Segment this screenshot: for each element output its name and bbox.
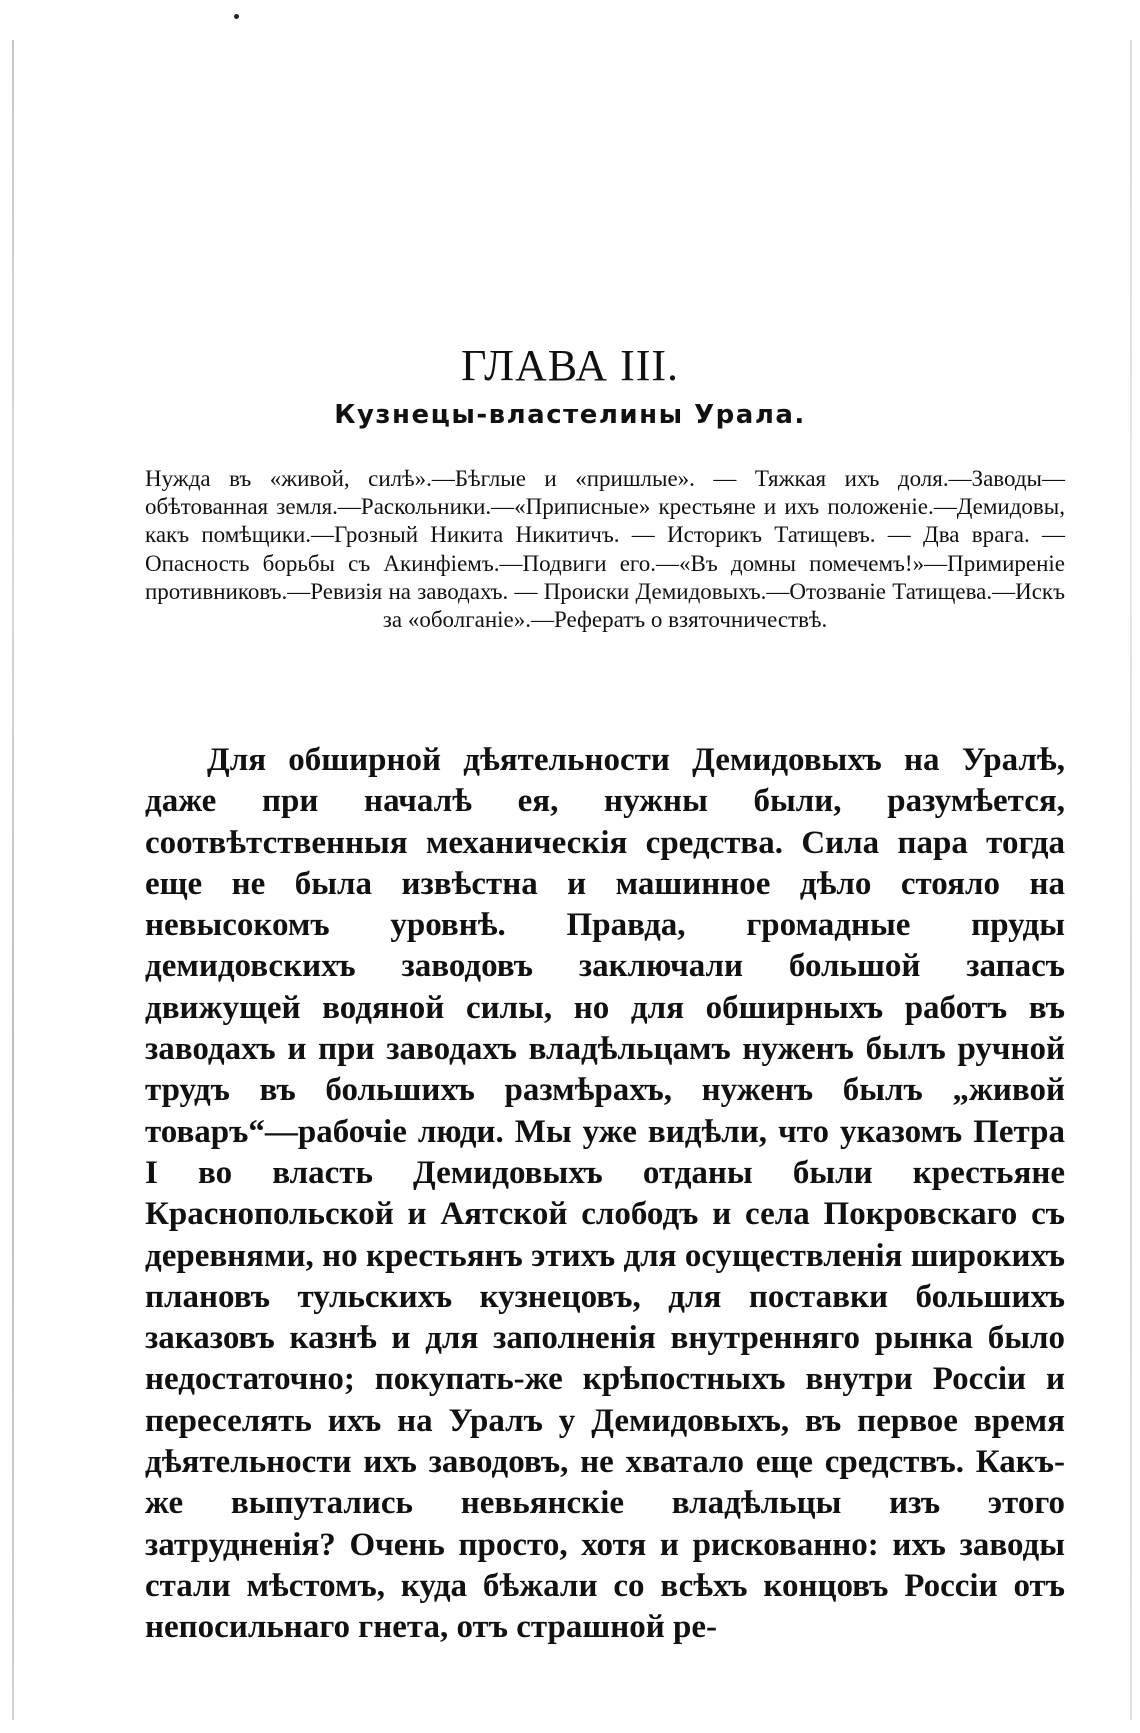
scan-dot	[234, 14, 239, 19]
page-edge-right	[1130, 40, 1132, 1720]
chapter-title: ГЛАВА III.	[460, 341, 680, 390]
page-edge-left	[12, 40, 14, 1720]
chapter-subtitle: Кузнецы-властелины Урала.	[334, 400, 806, 430]
body-paragraph: Для обширной дѣятельности Демидовыхъ на Уралѣ, даже при началѣ ея, нужны были, разумѣется, соотвѣтственныя механическія средства. Сила пара тогда еще не была извѣстна и машинное дѣло стояло на невысокомъ уровнѣ. Правда, громадные пруды демидовскихъ заводовъ заключали большой запасъ движущей водяной силы, но для обширныхъ работъ въ заводахъ и при заводахъ владѣльцамъ нуженъ былъ ручной трудъ въ большихъ размѣрахъ, нуженъ былъ „живой товаръ“—рабочіе люди. Мы уже видѣли, что указомъ Петра I во власть Демидовыхъ отданы были крестьяне Краснопольской и Аятской слободъ и села Покровскаго съ деревнями, но крестьянъ этихъ для осуществленія широкихъ плановъ тульскихъ кузнецовъ, для поставки большихъ заказовъ казнѣ и для заполненія внутренняго рынка было недостаточно; покупать-же крѣпостныхъ внутри Россіи и переселять ихъ на Уралъ у Демидовыхъ, въ первое время дѣятельности ихъ заводовъ, не хватало еще средствъ. Какъ-же выпутались невьянскіе владѣльцы изъ этого затрудненія? Очень просто, хотя и рискованно: ихъ заводы стали мѣстомъ, куда бѣжали со всѣхъ концовъ Россіи отъ непосильнаго гнета, отъ страшной ре-	[145, 742, 1065, 1646]
chapter-summary: Нужда въ «живой, силѣ».—Бѣглые и «пришлые». — Тяжкая ихъ доля.—Заводы—обѣтованная земля.—Раскольники.—«Приписные» крестьяне и ихъ положеніе.—Демидовы, какъ помѣщики.—Грозный Никита Никитичъ. — Историкъ Татищевъ. — Два врага. — Опасность борьбы съ Акинфіемъ.—Подвиги его.—«Въ домны помечемъ!»—Примиреніе противниковъ.—Ревизія на заводахъ. — Происки Демидовыхъ.—Отозваніе Татищева.—Искъ за «оболганіе».—Рефератъ о взяточничествѣ.	[145, 466, 1065, 633]
